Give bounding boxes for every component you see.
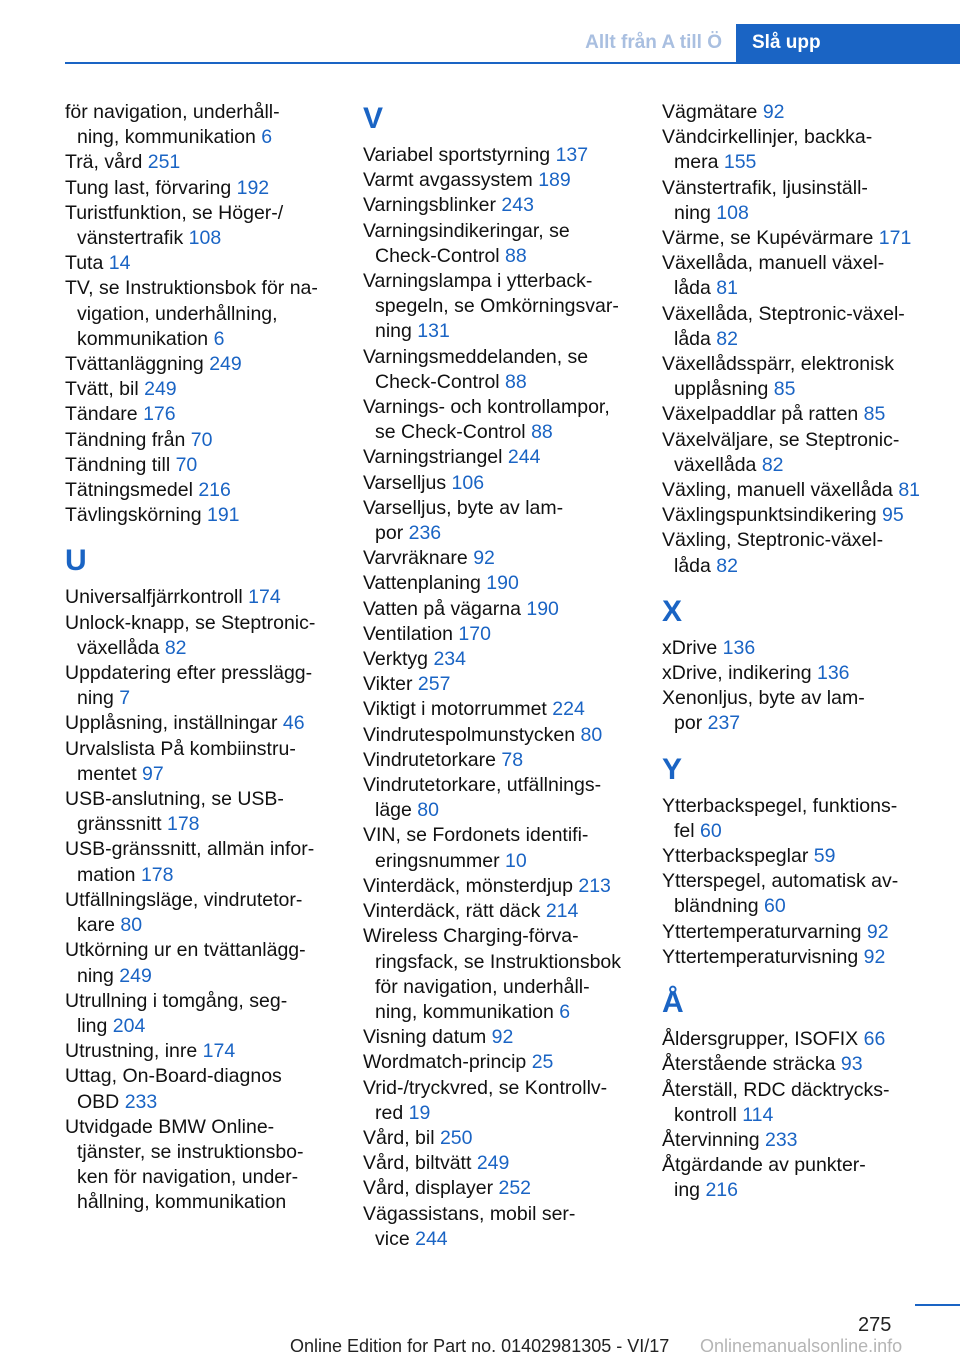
- entry-term: Utrustning, inre: [65, 1040, 203, 1063]
- index-entry: [65, 1039, 333, 1064]
- index-entry: [662, 686, 954, 736]
- index-entry: [65, 377, 333, 402]
- index-entry: [65, 938, 333, 988]
- index-entry: [363, 1176, 638, 1201]
- index-entry: [65, 478, 333, 503]
- page-link[interactable]: 70: [175, 453, 198, 476]
- index-entry: [363, 193, 638, 218]
- entry-term: Variabel sportstyrning: [363, 144, 556, 166]
- entry-term: Växling, Steptronic-växel- låda: [662, 529, 884, 577]
- index-entry: [65, 888, 333, 938]
- page-link[interactable]: 216: [198, 479, 231, 502]
- section-letter: X: [662, 594, 683, 628]
- entry-term: xDrive: [662, 636, 723, 659]
- entry-term: Tvätt, bil: [65, 378, 145, 401]
- entry-term: Yttertemperaturvisning: [662, 945, 864, 968]
- page-link[interactable]: 82: [716, 554, 738, 577]
- index-entry: [65, 737, 333, 787]
- page-link[interactable]: 66: [863, 1028, 886, 1051]
- page-link[interactable]: 92: [866, 920, 889, 943]
- entry-term: Yttertemperaturvarning: [662, 920, 867, 943]
- index-entry: [363, 445, 638, 470]
- index-entry: [662, 352, 954, 402]
- entry-term: Varningsmeddelanden, se Check-Control: [363, 345, 589, 393]
- page-link[interactable]: 59: [813, 845, 836, 868]
- page-link[interactable]: 19: [408, 1101, 431, 1124]
- index-entry: [363, 168, 638, 193]
- page-link[interactable]: 170: [458, 622, 491, 645]
- entry-term: Wireless Charging-förva- ringsfack, se Instruktionsbok för navigation, underhåll- ning, kommunikation: [363, 925, 622, 1023]
- entry-term: Vård, displayer: [363, 1177, 499, 1200]
- index-entry: [662, 100, 954, 125]
- entry-term: Varmt avgassystem: [363, 169, 539, 192]
- page-link[interactable]: 60: [700, 819, 722, 842]
- index-entry: [65, 585, 333, 610]
- entry-term: Turistfunktion, se Höger-/ vänstertrafik: [65, 201, 284, 250]
- entry-term: Vindrutetorkare: [363, 748, 502, 771]
- page-link[interactable]: 249: [119, 964, 152, 987]
- index-entry: [363, 622, 638, 647]
- entry-term: Vård, biltvätt: [363, 1152, 477, 1175]
- index-entry: [662, 869, 954, 919]
- page-link[interactable]: 234: [433, 648, 466, 671]
- page-link[interactable]: 224: [552, 698, 585, 721]
- entry-term: Varningsindikeringar, se Check-Control: [363, 219, 570, 267]
- tab-lookup[interactable]: Slå upp: [736, 24, 960, 62]
- page-link[interactable]: 236: [408, 522, 442, 545]
- page-link[interactable]: 250: [439, 1126, 473, 1149]
- index-entry: [363, 496, 638, 546]
- index-entry: [363, 143, 638, 168]
- page-link[interactable]: 92: [863, 945, 886, 968]
- page-number: 275: [858, 1314, 892, 1336]
- page-link[interactable]: 244: [415, 1227, 448, 1250]
- page-link[interactable]: 80: [580, 723, 603, 746]
- page-link[interactable]: 108: [188, 227, 222, 250]
- page-link[interactable]: 88: [531, 421, 553, 444]
- entry-term: Uttag, On-Board-diagnos OBD: [65, 1065, 282, 1113]
- entry-term: Utfällningsläge, vindrutetor- kare: [65, 888, 303, 937]
- page-link[interactable]: 174: [202, 1040, 236, 1063]
- page-link[interactable]: 176: [143, 403, 176, 426]
- section-letter: V: [363, 102, 384, 135]
- entry-term: Tätningsmedel: [65, 479, 199, 502]
- index-entry: [662, 503, 954, 528]
- index-entry: [65, 1115, 333, 1216]
- entry-term: Universalfjärrkontroll: [65, 586, 249, 609]
- entry-term: Vindrutetorkare, utfällnings- läge: [363, 774, 602, 822]
- index-entry: [65, 453, 333, 478]
- index-entry: [662, 125, 954, 175]
- index-entry: [363, 1025, 638, 1050]
- entry-term: Vändcirkellinjer, backka- mera: [662, 126, 873, 174]
- index-entry: [363, 1151, 638, 1176]
- index-entry: [65, 402, 333, 427]
- page-link[interactable]: 191: [206, 504, 240, 527]
- page-link[interactable]: 14: [108, 252, 131, 275]
- page-link[interactable]: 80: [120, 914, 143, 937]
- index-entry: [662, 1078, 954, 1128]
- page-link[interactable]: 233: [124, 1090, 158, 1113]
- page-link[interactable]: 88: [505, 244, 527, 267]
- page-link[interactable]: 249: [476, 1152, 510, 1175]
- page-link[interactable]: 6: [213, 327, 225, 350]
- page-link[interactable]: 136: [816, 662, 850, 685]
- index-entry: [363, 899, 638, 924]
- entry-term: Wordmatch-princip: [363, 1051, 532, 1074]
- page-link[interactable]: 178: [140, 863, 174, 886]
- entry-term: Vård, bil: [363, 1126, 440, 1149]
- index-entry: [662, 920, 954, 945]
- index-entry: [662, 176, 954, 226]
- entry-term: Vatten på vägarna: [363, 597, 527, 620]
- entry-term: Vattenplaning: [363, 572, 487, 595]
- entry-term: för navigation, underhåll- ning, kommunikation: [65, 101, 280, 149]
- page-link[interactable]: 155: [723, 151, 757, 174]
- page-link[interactable]: 249: [209, 353, 242, 376]
- index-entry: [65, 611, 333, 661]
- index-entry: [65, 201, 333, 251]
- entry-term: USB-gränssnitt, allmän infor- mation: [65, 838, 315, 886]
- index-entry: [65, 503, 333, 528]
- index-entry: [65, 711, 333, 736]
- index-entry: [662, 636, 954, 661]
- page-link[interactable]: 106: [451, 471, 485, 494]
- index-entry: [363, 597, 638, 622]
- index-column-2: [363, 100, 638, 1252]
- entry-term: Verktyg: [363, 648, 434, 671]
- page-link[interactable]: 237: [707, 712, 741, 735]
- page-link[interactable]: 92: [491, 1026, 514, 1049]
- index-entry: [65, 276, 333, 352]
- entry-term: Utkörning ur en tvättanlägg- ning: [65, 939, 306, 987]
- page-link[interactable]: 251: [147, 151, 181, 174]
- index-entry: [363, 345, 638, 395]
- section-link[interactable]: Allt från A till Ö: [585, 32, 722, 53]
- index-entry: [65, 176, 333, 201]
- section-letter: U: [65, 544, 87, 578]
- page-link[interactable]: 214: [545, 900, 579, 923]
- page-link[interactable]: 174: [248, 586, 281, 609]
- entry-term: Tävlingskörning: [65, 504, 207, 527]
- entry-term: USB-anslutning, se USB- gränssnitt: [65, 788, 284, 836]
- index-entry: [65, 787, 333, 837]
- page-link[interactable]: 257: [417, 673, 451, 696]
- entry-term: Åldersgrupper, ISOFIX: [662, 1028, 864, 1051]
- page-link[interactable]: 178: [166, 813, 200, 836]
- entry-term: Urvalslista På kombiinstru- mentet: [65, 737, 296, 785]
- header-divider: [65, 62, 960, 64]
- entry-term: Vikter: [363, 673, 418, 696]
- index-entry: [65, 100, 333, 150]
- index-entry: [363, 1202, 638, 1252]
- footer-divider: [915, 1304, 960, 1306]
- index-entry: [363, 672, 638, 697]
- index-column-1: [65, 100, 333, 1216]
- index-entry: [363, 1050, 638, 1075]
- index-entry: [662, 1052, 954, 1077]
- index-entry: [662, 478, 954, 503]
- index-entry: [662, 661, 954, 686]
- index-entry: [662, 1027, 954, 1052]
- entry-term: Växellåda, Steptronic-växel- låda: [662, 302, 905, 350]
- index-entry: [662, 428, 954, 478]
- section-letter: Å: [662, 986, 684, 1020]
- index-entry: [662, 1128, 954, 1153]
- entry-term: Växlingspunktsindikering: [662, 504, 883, 527]
- page-link[interactable]: 108: [716, 201, 749, 224]
- entry-term: Varselljus, byte av lam- por: [363, 496, 564, 545]
- page-link[interactable]: 92: [762, 101, 785, 123]
- entry-term: Tändning från: [65, 428, 191, 451]
- index-entry: [662, 402, 954, 427]
- entry-term: Vrid-/tryckvred, se Kontrollv- red: [363, 1076, 608, 1124]
- index-entry: [65, 352, 333, 377]
- entry-term: Varningstriangel: [363, 446, 508, 469]
- page-link[interactable]: 81: [716, 277, 738, 300]
- index-entry: [363, 269, 638, 345]
- entry-term: Ytterbackspeglar: [662, 845, 814, 868]
- page-link[interactable]: 95: [882, 504, 904, 527]
- page-link[interactable]: 233: [764, 1128, 798, 1151]
- page-link[interactable]: 85: [863, 403, 886, 426]
- index-column-3: [662, 100, 954, 1204]
- watermark: Onlinemanualsonline.info: [700, 1336, 903, 1356]
- page-link[interactable]: 82: [164, 636, 187, 659]
- entry-term: Uppdatering efter presslägg- ning: [65, 662, 313, 710]
- entry-term: TV, se Instruktionsbok för na- vigation, underhållning, kommunikation: [65, 277, 318, 350]
- entry-term: Varningsblinker: [363, 194, 502, 217]
- index-entry: [65, 428, 333, 453]
- index-entry: [65, 837, 333, 887]
- index-entry: [65, 989, 333, 1039]
- page-link[interactable]: 6: [559, 1000, 571, 1023]
- entry-term: Ventilation: [363, 622, 459, 645]
- page-link[interactable]: 7: [119, 687, 131, 710]
- page-link[interactable]: 243: [501, 194, 534, 217]
- page-link[interactable]: 46: [282, 712, 305, 735]
- entry-term: Växellåda, manuell växel- låda: [662, 252, 885, 300]
- entry-term: Utrullning i tomgång, seg- ling: [65, 989, 288, 1037]
- index-entry: [662, 794, 954, 844]
- page-link[interactable]: 70: [190, 428, 213, 451]
- page-link[interactable]: 136: [722, 636, 756, 659]
- index-entry: [363, 571, 638, 596]
- edition-note: Online Edition for Part no. 01402981305 - VI/17: [290, 1336, 670, 1356]
- index-entry: [363, 395, 638, 445]
- index-entry: [363, 748, 638, 773]
- page-link[interactable]: 97: [142, 762, 164, 785]
- index-entry: [662, 226, 954, 251]
- page-link[interactable]: 244: [507, 446, 541, 469]
- page-link[interactable]: 88: [505, 370, 527, 393]
- entry-term: Viktigt i motorrummet: [363, 698, 553, 721]
- entry-term: Tändare: [65, 403, 144, 426]
- index-entry: [662, 302, 954, 352]
- page-link[interactable]: 82: [761, 453, 784, 476]
- index-entry: [363, 924, 638, 1025]
- entry-term: Utvidgade BMW Online- tjänster, se instruktionsbo- ken för navigation, under- hållning, kommunikation: [65, 1115, 304, 1214]
- entry-term: Varvräknare: [363, 547, 474, 570]
- entry-term: Ytterspegel, automatisk av- bländning: [662, 870, 899, 918]
- entry-term: Åtgärdande av punkter- ing: [662, 1154, 866, 1202]
- entry-term: Varselljus: [363, 471, 452, 494]
- entry-term: Vägmätare: [662, 101, 763, 123]
- index-entry: [65, 150, 333, 175]
- page-link[interactable]: 192: [236, 176, 270, 199]
- page-link[interactable]: 137: [555, 144, 589, 166]
- page-link[interactable]: 85: [773, 378, 796, 401]
- index-entry: [363, 723, 638, 748]
- entry-term: Varningslampa i ytterback- spegeln, se Omkörningsvar- ning: [363, 270, 619, 343]
- page-link[interactable]: 93: [840, 1053, 863, 1076]
- entry-term: Unlock-knapp, se Steptronic- växellåda: [65, 611, 316, 659]
- entry-term: Vänstertrafik, ljusinställ- ning: [662, 176, 868, 224]
- entry-term: VIN, se Fordonets identifi- eringsnummer: [363, 824, 589, 872]
- page-link[interactable]: 92: [473, 547, 495, 570]
- page-link[interactable]: 82: [716, 327, 738, 350]
- page-link[interactable]: 204: [112, 1014, 146, 1037]
- page-link[interactable]: 114: [742, 1103, 774, 1126]
- page-link[interactable]: 6: [261, 126, 273, 149]
- index-entry: [65, 661, 333, 711]
- index-entry: [65, 1064, 333, 1114]
- index-entry: [662, 1153, 954, 1203]
- entry-term: Tvättanläggning: [65, 353, 210, 376]
- entry-term: Vindrutespolmunstycken: [363, 723, 581, 746]
- entry-term: xDrive, indikering: [662, 662, 817, 685]
- page-link[interactable]: 213: [578, 874, 611, 897]
- section-letter: Y: [662, 752, 683, 786]
- page-link[interactable]: 216: [705, 1179, 738, 1202]
- page-link[interactable]: 190: [526, 597, 559, 620]
- entry-term: Återställ, RDC däcktrycks- kontroll: [662, 1078, 890, 1126]
- page-link[interactable]: 190: [486, 572, 519, 595]
- entry-term: Xenonljus, byte av lam- por: [662, 687, 865, 735]
- entry-term: Vägassistans, mobil ser- vice: [363, 1202, 576, 1250]
- entry-term: Vinterdäck, mönsterdjup: [363, 874, 579, 897]
- index-entry: [65, 251, 333, 276]
- index-entry: [363, 219, 638, 269]
- entry-term: Växling, manuell växellåda: [662, 479, 899, 502]
- index-entry: [363, 1076, 638, 1126]
- entry-term: Ytterbackspegel, funktions- fel: [662, 794, 898, 842]
- entry-term: Varnings- och kontrollampor, se Check-Control: [363, 396, 610, 444]
- entry-term: Vinterdäck, rätt däck: [363, 900, 546, 923]
- entry-term: Trä, vård: [65, 151, 148, 174]
- page-link[interactable]: 131: [417, 320, 450, 343]
- page-link[interactable]: 189: [538, 169, 571, 192]
- entry-term: Återvinning: [662, 1128, 765, 1151]
- index-entry: [363, 773, 638, 823]
- entry-term: Tändning till: [65, 453, 176, 476]
- index-entry: [662, 844, 954, 869]
- entry-term: Växelpaddlar på ratten: [662, 403, 864, 426]
- page-link[interactable]: 80: [417, 799, 439, 822]
- index-entry: [363, 823, 638, 873]
- index-entry: [662, 945, 954, 970]
- index-entry: [662, 528, 954, 578]
- page-link[interactable]: 25: [531, 1051, 554, 1074]
- page-link[interactable]: 81: [898, 479, 921, 502]
- index-entry: [363, 1126, 638, 1151]
- page-link[interactable]: 252: [498, 1177, 532, 1200]
- page-link[interactable]: 171: [878, 227, 912, 250]
- entry-term: Växelväljare, se Steptronic- växellåda: [662, 428, 900, 476]
- entry-term: Värme, se Kupévärmare: [662, 227, 879, 250]
- page-link[interactable]: 10: [505, 849, 527, 872]
- entry-term: Tung last, förvaring: [65, 176, 237, 199]
- index-entry: [662, 251, 954, 301]
- index-entry: [363, 471, 638, 496]
- entry-term: Visning datum: [363, 1026, 492, 1049]
- index-entry: [363, 697, 638, 722]
- page-link[interactable]: 249: [144, 378, 177, 401]
- index-entry: [363, 874, 638, 899]
- page-header: [0, 24, 960, 64]
- entry-term: Växellådsspärr, elektronisk upplåsning: [662, 353, 894, 401]
- page-link[interactable]: 78: [501, 748, 524, 771]
- index-entry: [363, 647, 638, 672]
- page-link[interactable]: 60: [764, 895, 786, 918]
- index-entry: [363, 546, 638, 571]
- entry-term: Återstående sträcka: [662, 1053, 841, 1076]
- entry-term: Upplåsning, inställningar: [65, 712, 283, 735]
- entry-term: Tuta: [65, 252, 109, 275]
